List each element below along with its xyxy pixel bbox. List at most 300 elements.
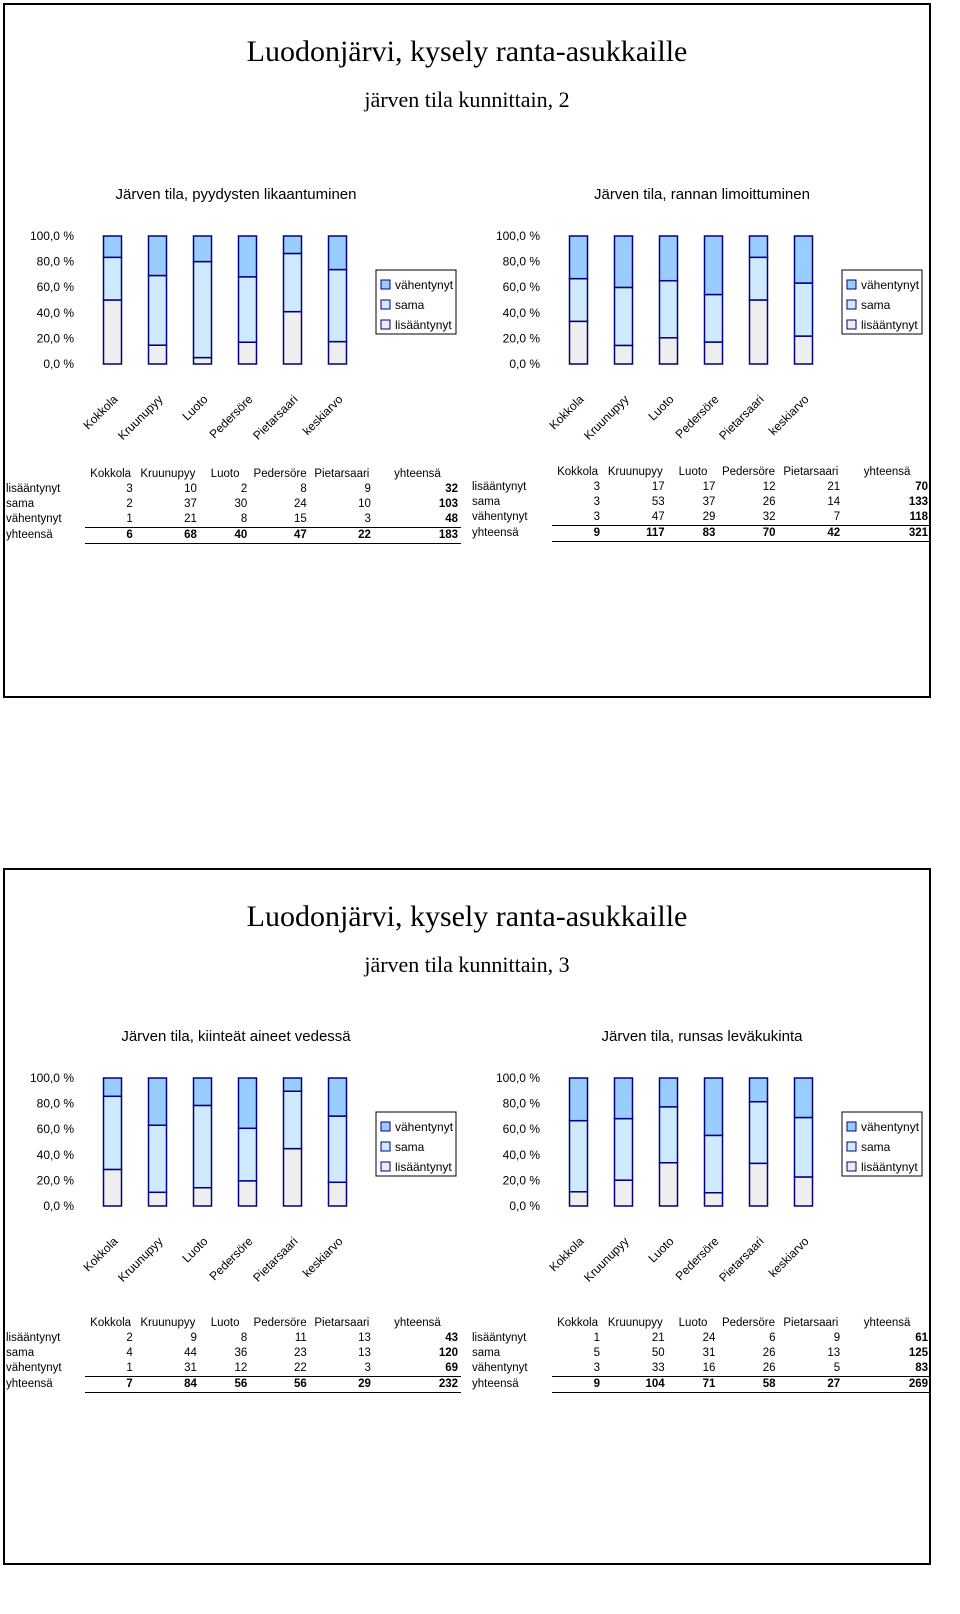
column-header: Kokkola xyxy=(557,1317,599,1329)
bar-segment-vähentynyt xyxy=(615,236,633,287)
column-header: yhteensä xyxy=(394,1317,441,1329)
legend-label: lisääntynyt xyxy=(395,318,452,332)
table-header-row xyxy=(3,467,461,482)
y-tick-label: 100,0 % xyxy=(495,229,540,243)
bar-segment-sama xyxy=(149,276,167,346)
table-cell: 9 xyxy=(552,526,603,542)
row-label: lisääntynyt xyxy=(472,1332,527,1344)
bar-segment-sama xyxy=(660,1107,678,1163)
y-tick-label: 80,0 % xyxy=(502,1096,540,1111)
stacked-bar-chart xyxy=(476,1020,928,1288)
x-tick-label: Kruunupyy xyxy=(581,1234,632,1285)
x-tick-label: Pedersöre xyxy=(672,392,722,442)
bar-segment-lisääntynyt xyxy=(660,338,678,364)
table-row xyxy=(469,526,931,542)
column-header: Pedersöre xyxy=(721,1317,775,1329)
row-label: lisääntynyt xyxy=(6,483,61,495)
row-label: sama xyxy=(6,1347,35,1359)
table-cell: 71 xyxy=(668,1377,719,1393)
legend-label: vähentynyt xyxy=(395,278,454,292)
row-label: sama xyxy=(472,1347,501,1359)
table-cell: 24 xyxy=(294,498,307,510)
legend-label: vähentynyt xyxy=(395,1120,454,1134)
table-row xyxy=(3,1331,461,1346)
row-label: yhteensä xyxy=(472,527,519,539)
legend-label: lisääntynyt xyxy=(861,1160,918,1174)
x-tick-label: Pietarsaari xyxy=(250,1234,301,1285)
bar-segment-sama xyxy=(660,281,678,338)
bar-segment-sama xyxy=(329,270,347,342)
legend-label: lisääntynyt xyxy=(861,318,918,332)
y-tick-label: 20,0 % xyxy=(502,331,540,346)
legend-label: vähentynyt xyxy=(861,1120,920,1134)
table-cell: 12 xyxy=(234,1362,248,1374)
table-cell: 22 xyxy=(310,528,374,544)
y-tick-label: 20,0 % xyxy=(36,1173,74,1188)
table-cell: 56 xyxy=(250,1377,310,1393)
table-cell: 12 xyxy=(762,481,776,493)
bar-segment-vähentynyt xyxy=(329,1078,347,1116)
table-cell: 4 xyxy=(126,1347,133,1359)
table-cell: 29 xyxy=(310,1377,374,1393)
bar-segment-vähentynyt xyxy=(570,236,588,279)
y-tick-label: 0,0 % xyxy=(43,357,74,371)
legend-label: vähentynyt xyxy=(861,278,920,292)
bar-segment-lisääntynyt xyxy=(149,1192,167,1206)
table-cell: 40 xyxy=(200,528,250,544)
y-tick-label: 40,0 % xyxy=(36,1147,74,1162)
x-tick-label: keskiarvo xyxy=(299,1234,346,1280)
bar-segment-vähentynyt xyxy=(149,1078,167,1125)
table-cell: 133 xyxy=(908,496,928,508)
bar-segment-sama xyxy=(329,1116,347,1182)
bar-segment-sama xyxy=(750,1102,768,1164)
chart-panel-2 xyxy=(476,178,928,446)
table-row xyxy=(469,1346,931,1361)
legend-label: sama xyxy=(395,1140,425,1154)
legend-swatch xyxy=(381,1162,390,1171)
table-row xyxy=(3,512,461,528)
bar-segment-vähentynyt xyxy=(104,1078,122,1096)
x-tick-label: Kokkola xyxy=(80,392,121,433)
legend-swatch xyxy=(847,1162,856,1171)
bar-segment-lisääntynyt xyxy=(570,1192,588,1206)
bar-segment-sama xyxy=(615,287,633,345)
y-tick-label: 100,0 % xyxy=(29,229,74,243)
table-cell: 183 xyxy=(374,528,461,544)
bar-segment-vähentynyt xyxy=(104,236,122,257)
table-cell: 6 xyxy=(85,528,135,544)
table-cell: 17 xyxy=(651,481,665,493)
y-tick-label: 60,0 % xyxy=(36,1122,74,1137)
table-cell: 104 xyxy=(603,1377,668,1393)
table-cell: 10 xyxy=(358,498,371,510)
table-row xyxy=(469,1377,931,1393)
table-cell: 83 xyxy=(668,526,719,542)
bar-segment-sama xyxy=(705,1135,723,1192)
table-cell: 36 xyxy=(234,1347,248,1359)
y-tick-label: 100,0 % xyxy=(29,1071,74,1085)
table-cell: 9 xyxy=(190,1332,197,1344)
table-cell: 47 xyxy=(250,528,310,544)
table-cell: 32 xyxy=(445,483,458,495)
y-tick-label: 60,0 % xyxy=(502,1122,540,1137)
y-tick-label: 40,0 % xyxy=(502,1147,540,1162)
x-tick-label: Pietarsaari xyxy=(716,1234,767,1285)
bar-segment-sama xyxy=(795,1117,813,1176)
x-tick-label: keskiarvo xyxy=(765,1234,812,1280)
x-tick-label: Pedersöre xyxy=(672,1234,722,1284)
bar-segment-sama xyxy=(570,1121,588,1192)
table-cell: 3 xyxy=(593,511,600,523)
column-header: Pedersöre xyxy=(721,466,775,478)
table-cell: 47 xyxy=(651,511,665,523)
legend-swatch xyxy=(381,1142,390,1151)
bar-segment-vähentynyt xyxy=(750,236,768,257)
table-cell: 3 xyxy=(364,1362,371,1374)
legend-swatch xyxy=(381,1122,390,1131)
bar-segment-vähentynyt xyxy=(705,1078,723,1135)
chart-title: Järven tila, kiinteät aineet vedessä xyxy=(121,1028,351,1045)
table-corner xyxy=(3,467,85,482)
table-cell: 21 xyxy=(651,1332,665,1344)
bar-segment-vähentynyt xyxy=(284,236,302,253)
table-cell: 68 xyxy=(136,528,200,544)
column-header: Kokkola xyxy=(90,1317,132,1329)
slide-subtitle: järven tila kunnittain, 2 xyxy=(364,87,570,112)
table-cell: 11 xyxy=(294,1332,307,1344)
row-label: vähentynyt xyxy=(6,513,62,526)
legend-swatch xyxy=(847,320,856,329)
table-cell: 16 xyxy=(702,1362,716,1374)
y-tick-label: 0,0 % xyxy=(43,1199,74,1213)
table-cell: 27 xyxy=(779,1377,844,1393)
column-header: Pietarsaari xyxy=(314,468,370,480)
table-cell: 321 xyxy=(843,526,931,542)
chart-title: Järven tila, runsas leväkukinta xyxy=(601,1028,803,1045)
x-tick-label: Pietarsaari xyxy=(250,392,301,443)
row-label: vähentynyt xyxy=(6,1362,62,1375)
table-cell: 50 xyxy=(651,1347,665,1359)
column-header: Pedersöre xyxy=(253,1317,307,1329)
chart-panel-4 xyxy=(476,1020,928,1288)
bar-segment-lisääntynyt xyxy=(705,1193,723,1206)
x-tick-label: Kokkola xyxy=(546,1234,587,1275)
x-tick-label: Pedersöre xyxy=(206,1234,256,1284)
table-corner xyxy=(469,1316,552,1331)
table-cell: 2 xyxy=(240,483,248,495)
bar-segment-sama xyxy=(615,1119,633,1181)
table-cell: 3 xyxy=(364,513,371,525)
x-tick-label: Kruunupyy xyxy=(115,1234,166,1285)
legend-swatch xyxy=(847,300,856,309)
column-header: Luoto xyxy=(210,1317,240,1329)
table-row xyxy=(469,495,931,510)
y-tick-label: 0,0 % xyxy=(509,1199,540,1213)
bar-segment-lisääntynyt xyxy=(284,1149,302,1206)
table-cell: 26 xyxy=(762,1362,776,1374)
table-cell: 22 xyxy=(294,1362,307,1374)
bar-segment-lisääntynyt xyxy=(239,342,257,364)
legend-label: sama xyxy=(395,298,425,312)
x-tick-label: keskiarvo xyxy=(299,392,346,438)
bar-segment-lisääntynyt xyxy=(194,1188,212,1206)
table-cell: 6 xyxy=(769,1332,776,1344)
bar-segment-sama xyxy=(750,257,768,300)
y-tick-label: 60,0 % xyxy=(502,280,540,295)
table-row xyxy=(469,480,931,495)
y-tick-label: 40,0 % xyxy=(36,305,74,320)
column-header: yhteensä xyxy=(863,1317,911,1329)
bar-segment-sama xyxy=(104,257,122,300)
y-tick-label: 20,0 % xyxy=(36,331,74,346)
table-cell: 33 xyxy=(651,1362,665,1374)
table-cell: 61 xyxy=(915,1332,928,1344)
bar-segment-lisääntynyt xyxy=(660,1163,678,1206)
table-header-row xyxy=(469,1316,931,1331)
bar-segment-sama xyxy=(284,1091,302,1148)
legend-label: sama xyxy=(861,298,891,312)
row-label: sama xyxy=(6,498,35,510)
bar-segment-vähentynyt xyxy=(660,236,678,281)
bar-segment-sama xyxy=(795,283,813,336)
legend-swatch xyxy=(847,1142,856,1151)
bar-segment-lisääntynyt xyxy=(795,1177,813,1206)
legend-swatch xyxy=(381,320,390,329)
x-tick-label: keskiarvo xyxy=(765,392,812,438)
table-cell: 23 xyxy=(294,1347,307,1359)
table-cell: 56 xyxy=(200,1377,250,1393)
bar-segment-lisääntynyt xyxy=(615,1180,633,1206)
bar-segment-lisääntynyt xyxy=(570,321,588,364)
bar-segment-sama xyxy=(705,295,723,343)
y-tick-label: 80,0 % xyxy=(502,254,540,269)
table-corner xyxy=(469,465,552,480)
stacked-bar-chart xyxy=(10,178,462,446)
slide-subtitle: järven tila kunnittain, 3 xyxy=(364,952,570,977)
bar-segment-lisääntynyt xyxy=(750,1163,768,1206)
table-cell: 7 xyxy=(833,511,841,523)
table-row xyxy=(3,528,461,544)
chart-panel-3 xyxy=(10,1020,462,1288)
slide-title: Luodonjärvi, kysely ranta-asukkaille xyxy=(246,35,688,68)
table-cell: 1 xyxy=(126,1362,133,1374)
row-label: sama xyxy=(472,496,501,508)
table-cell: 2 xyxy=(126,1332,133,1344)
table-header-row xyxy=(469,465,931,480)
bar-segment-lisääntynyt xyxy=(795,336,813,364)
column-header: Kruunupyy xyxy=(140,468,196,480)
table-row xyxy=(3,497,461,512)
bar-segment-lisääntynyt xyxy=(329,342,347,364)
y-tick-label: 80,0 % xyxy=(36,254,74,269)
y-tick-label: 80,0 % xyxy=(36,1096,74,1111)
bar-segment-sama xyxy=(149,1125,167,1192)
bar-segment-lisääntynyt xyxy=(284,312,302,364)
table-cell: 9 xyxy=(364,483,371,495)
table-cell: 37 xyxy=(184,498,197,510)
table-cell: 21 xyxy=(827,481,841,493)
column-header: Kruunupyy xyxy=(607,466,663,478)
table-cell: 43 xyxy=(445,1332,458,1344)
row-label: yhteensä xyxy=(6,1378,53,1390)
bar-segment-vähentynyt xyxy=(194,236,212,262)
y-tick-label: 40,0 % xyxy=(502,305,540,320)
row-label: yhteensä xyxy=(6,529,53,541)
legend-label: lisääntynyt xyxy=(395,1160,452,1174)
y-tick-label: 0,0 % xyxy=(509,357,540,371)
table-cell: 7 xyxy=(85,1377,135,1393)
bar-segment-vähentynyt xyxy=(705,236,723,295)
table-row xyxy=(3,1377,461,1393)
bar-segment-sama xyxy=(194,262,212,358)
table-cell: 48 xyxy=(445,513,458,525)
table-cell: 83 xyxy=(915,1362,928,1374)
table-row xyxy=(469,1361,931,1377)
bar-segment-vähentynyt xyxy=(570,1078,588,1121)
data-table xyxy=(469,465,931,542)
legend-swatch xyxy=(381,300,390,309)
table-cell: 2 xyxy=(126,498,133,510)
table-cell: 31 xyxy=(184,1362,197,1374)
x-tick-label: Kokkola xyxy=(546,392,587,433)
bar-segment-vähentynyt xyxy=(239,236,257,277)
x-tick-label: Kruunupyy xyxy=(115,392,166,443)
x-tick-label: Pedersöre xyxy=(206,392,256,442)
table-cell: 32 xyxy=(762,511,776,523)
table-cell: 26 xyxy=(762,1347,776,1359)
column-header: yhteensä xyxy=(394,468,441,480)
bar-segment-sama xyxy=(239,277,257,342)
table-cell: 21 xyxy=(184,513,197,525)
table-cell: 84 xyxy=(136,1377,200,1393)
bar-segment-sama xyxy=(194,1105,212,1187)
table-cell: 13 xyxy=(358,1332,371,1344)
bar-segment-vähentynyt xyxy=(615,1078,633,1119)
x-tick-label: Luoto xyxy=(645,392,677,424)
table-cell: 9 xyxy=(552,1377,603,1393)
table-cell: 17 xyxy=(702,481,716,493)
table-cell: 37 xyxy=(702,496,716,508)
table-cell: 44 xyxy=(184,1347,197,1359)
chart-panel-1 xyxy=(10,178,462,446)
column-header: yhteensä xyxy=(863,466,911,478)
table-cell: 69 xyxy=(445,1362,458,1374)
column-header: Kokkola xyxy=(90,468,132,480)
table-cell: 29 xyxy=(702,511,716,523)
column-header: Pedersöre xyxy=(253,468,307,480)
row-label: lisääntynyt xyxy=(6,1332,61,1344)
table-cell: 3 xyxy=(593,1362,600,1374)
column-header: Luoto xyxy=(678,466,708,478)
x-tick-label: Luoto xyxy=(645,1234,677,1266)
bar-segment-vähentynyt xyxy=(795,236,813,283)
chart-title: Järven tila, rannan limoittuminen xyxy=(594,186,810,203)
bar-segment-sama xyxy=(104,1096,122,1169)
table-header-row xyxy=(3,1316,461,1331)
table-cell: 9 xyxy=(833,1332,841,1344)
bar-segment-vähentynyt xyxy=(194,1078,212,1105)
bar-segment-lisääntynyt xyxy=(705,342,723,364)
legend-swatch xyxy=(381,280,390,289)
table-cell: 232 xyxy=(374,1377,461,1393)
bar-segment-vähentynyt xyxy=(284,1078,302,1091)
table-cell: 70 xyxy=(915,481,928,493)
data-table xyxy=(3,1316,461,1393)
column-header: Kruunupyy xyxy=(140,1317,196,1329)
table-row xyxy=(3,1346,461,1361)
legend-label: sama xyxy=(861,1140,891,1154)
slide-title: Luodonjärvi, kysely ranta-asukkaille xyxy=(246,900,688,933)
table-cell: 53 xyxy=(651,496,665,508)
table-cell: 31 xyxy=(702,1347,716,1359)
bar-segment-vähentynyt xyxy=(750,1078,768,1102)
column-header: Pietarsaari xyxy=(314,1317,370,1329)
row-label: yhteensä xyxy=(472,1378,519,1390)
table-cell: 58 xyxy=(718,1377,778,1393)
bar-segment-vähentynyt xyxy=(660,1078,678,1107)
table-cell: 3 xyxy=(126,483,133,495)
table-cell: 13 xyxy=(827,1347,841,1359)
table-cell: 1 xyxy=(593,1332,600,1344)
table-cell: 26 xyxy=(762,496,776,508)
table-cell: 120 xyxy=(438,1347,458,1359)
bar-segment-sama xyxy=(570,279,588,322)
table-cell: 10 xyxy=(184,483,197,495)
table-cell: 24 xyxy=(702,1332,716,1344)
bar-segment-vähentynyt xyxy=(795,1078,813,1117)
table-cell: 5 xyxy=(593,1347,600,1359)
bar-segment-vähentynyt xyxy=(149,236,167,276)
table-cell: 42 xyxy=(779,526,844,542)
table-cell: 8 xyxy=(240,1332,248,1344)
table-cell: 3 xyxy=(593,496,600,508)
legend-swatch xyxy=(847,1122,856,1131)
chart-title: Järven tila, pyydysten likaantuminen xyxy=(115,186,357,203)
bar-segment-sama xyxy=(239,1128,257,1181)
bar-segment-vähentynyt xyxy=(239,1078,257,1128)
bar-segment-lisääntynyt xyxy=(149,345,167,364)
column-header: Kokkola xyxy=(557,466,599,478)
column-header: Pietarsaari xyxy=(783,1317,839,1329)
data-table xyxy=(3,467,461,544)
data-table xyxy=(469,1316,931,1393)
table-corner xyxy=(3,1316,85,1331)
table-row xyxy=(469,1331,931,1346)
table-cell: 8 xyxy=(240,513,248,525)
stacked-bar-chart xyxy=(476,178,928,446)
table-cell: 70 xyxy=(718,526,778,542)
row-label: lisääntynyt xyxy=(472,481,527,493)
x-tick-label: Kokkola xyxy=(80,1234,121,1275)
table-cell: 1 xyxy=(126,513,133,525)
bar-segment-lisääntynyt xyxy=(615,345,633,364)
row-label: vähentynyt xyxy=(472,511,528,524)
column-header: Pietarsaari xyxy=(783,466,839,478)
bar-segment-lisääntynyt xyxy=(750,300,768,364)
x-tick-label: Luoto xyxy=(179,1234,211,1266)
bar-segment-lisääntynyt xyxy=(329,1182,347,1206)
bar-segment-sama xyxy=(284,253,302,311)
bar-segment-lisääntynyt xyxy=(104,300,122,364)
bar-segment-lisääntynyt xyxy=(239,1181,257,1206)
table-cell: 3 xyxy=(593,481,600,493)
table-cell: 117 xyxy=(603,526,668,542)
row-label: vähentynyt xyxy=(472,1362,528,1375)
y-tick-label: 20,0 % xyxy=(502,1173,540,1188)
bar-segment-vähentynyt xyxy=(329,236,347,270)
table-cell: 118 xyxy=(909,511,928,523)
